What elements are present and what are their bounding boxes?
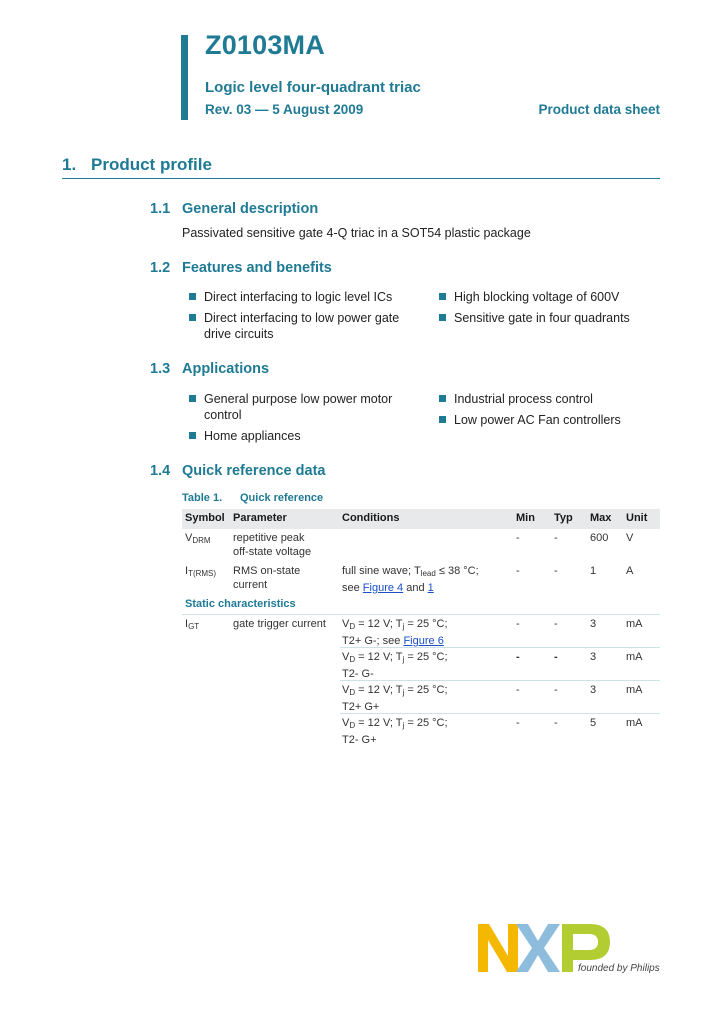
bullet-square-icon: [439, 395, 446, 402]
application-item: Industrial process control: [454, 391, 593, 407]
table-cell-max: 3: [590, 651, 597, 663]
figure-1-link[interactable]: 1: [427, 582, 434, 594]
subsection-number: 1.4: [150, 463, 171, 479]
feature-item: Direct interfacing to logic level ICs: [204, 289, 392, 305]
column-header: Symbol: [185, 512, 225, 524]
table-cell-max: 600: [590, 532, 609, 544]
table-cell-min: -: [516, 618, 520, 630]
application-item: General purpose low power motor control: [204, 391, 392, 423]
logo-letter-x: [516, 924, 560, 972]
table-cell-symbol: $V_{DRM}$: [185, 532, 211, 545]
application-item: Home appliances: [204, 428, 301, 444]
bullet-square-icon: [439, 314, 446, 321]
header-accent-bar: [181, 35, 188, 120]
subsection-number: 1.1: [150, 201, 171, 217]
table-cell-unit: V: [626, 532, 634, 544]
table-cell-max: 3: [590, 618, 597, 630]
table-cell-parameter: gate trigger current: [233, 618, 326, 630]
table-cell-typ: -: [554, 684, 558, 696]
subsection-title: Quick reference data: [182, 463, 326, 479]
section-heading: [62, 155, 212, 175]
table-cell-typ: -: [554, 717, 558, 729]
table-cell-typ: -: [554, 651, 558, 663]
figure-4-link[interactable]: Figure 4: [362, 582, 404, 594]
logo-letter-n: [478, 924, 518, 972]
application-item: Low power AC Fan controllers: [454, 412, 621, 428]
table-divider: [340, 713, 660, 714]
feature-item: High blocking voltage of 600V: [454, 289, 619, 305]
figure-6-link[interactable]: Figure 6: [403, 635, 444, 647]
column-header: Max: [590, 512, 612, 524]
table-cell-parameter: RMS on-state current: [233, 565, 301, 591]
table-cell-max: 3: [590, 684, 597, 696]
table-cell-typ: -: [554, 618, 558, 630]
column-header: Parameter: [233, 512, 287, 524]
table-cell-symbol: $I_{T(RMS)}$: [185, 565, 217, 578]
table-cell-min: -: [516, 532, 520, 544]
table-cell-conditions: $V_D = 12$ V; $T_j = 25$ °C; T2- G+: [342, 717, 448, 746]
table-caption: Table 1. Quick reference: [182, 492, 324, 504]
bullet-square-icon: [189, 293, 196, 300]
feature-item: Direct interfacing to low power gate drive circuits: [204, 310, 399, 342]
table-cell-min: -: [516, 717, 520, 729]
table-cell-unit: mA: [626, 717, 643, 729]
bullet-square-icon: [439, 293, 446, 300]
column-header: Conditions: [342, 512, 400, 524]
table-cell-symbol: $I_{GT}$: [185, 618, 200, 631]
table-cell-conditions: $V_D = 12$ V; $T_j = 25$ °C; T2- G-: [342, 651, 448, 680]
document-title: Z0103MA: [205, 30, 325, 60]
bullet-square-icon: [189, 314, 196, 321]
column-header: Unit: [626, 512, 648, 524]
table-cell-parameter: repetitive peak off-state voltage: [233, 532, 312, 558]
section-title: Product profile: [91, 155, 212, 174]
table-cell-max: 1: [590, 565, 597, 577]
document-subtitle: Logic level four-quadrant triac: [205, 79, 421, 96]
subsection-heading-quick-reference: [150, 463, 325, 479]
logo-tagline: founded by Philips: [578, 963, 660, 974]
subsection-number: 1.2: [150, 260, 171, 276]
table-divider: [182, 614, 660, 615]
bullet-square-icon: [189, 395, 196, 402]
table-cell-conditions: $V_D = 12$ V; $T_j = 25$ °C; T2+ G-; see Figure 6: [342, 618, 448, 647]
subsection-title: Features and benefits: [182, 260, 332, 276]
table-cell-unit: mA: [626, 684, 643, 696]
subsection-heading-general-description: [150, 201, 318, 217]
table-cell-conditions: full sine wave; $T_{lead} \le 38$ °C; see Figure 4 and 1: [342, 565, 479, 594]
table-divider: [340, 680, 660, 681]
table-cell-typ: -: [554, 565, 558, 577]
table-section-label: Static characteristics: [185, 598, 296, 610]
table-cell-unit: mA: [626, 618, 643, 630]
section-number: 1.: [62, 155, 77, 174]
subsection-number: 1.3: [150, 361, 171, 377]
table-cell-max: 5: [590, 717, 597, 729]
general-description-text: Passivated sensitive gate 4-Q triac in a SOT54 plastic package: [182, 226, 531, 240]
bullet-square-icon: [189, 432, 196, 439]
subsection-title: Applications: [182, 361, 270, 377]
table-cell-unit: mA: [626, 651, 643, 663]
column-header: Min: [516, 512, 535, 524]
revision-info: Rev. 03 — 5 August 2009: [205, 102, 364, 117]
section-rule: [62, 178, 660, 179]
bullet-square-icon: [439, 416, 446, 423]
table-cell-unit: A: [626, 565, 634, 577]
subsection-title: General description: [182, 201, 319, 217]
subsection-heading-applications: [150, 361, 269, 377]
feature-item: Sensitive gate in four quadrants: [454, 310, 630, 326]
table-cell-min: -: [516, 651, 520, 663]
table-cell-min: -: [516, 565, 520, 577]
subsection-heading-features: [150, 260, 332, 276]
table-divider: [340, 647, 660, 648]
table-cell-min: -: [516, 684, 520, 696]
column-header: Typ: [554, 512, 573, 524]
document-type: Product data sheet: [538, 102, 660, 117]
table-cell-conditions: $V_D = 12$ V; $T_j = 25$ °C; T2+ G+: [342, 684, 448, 713]
table-cell-typ: -: [554, 532, 558, 544]
